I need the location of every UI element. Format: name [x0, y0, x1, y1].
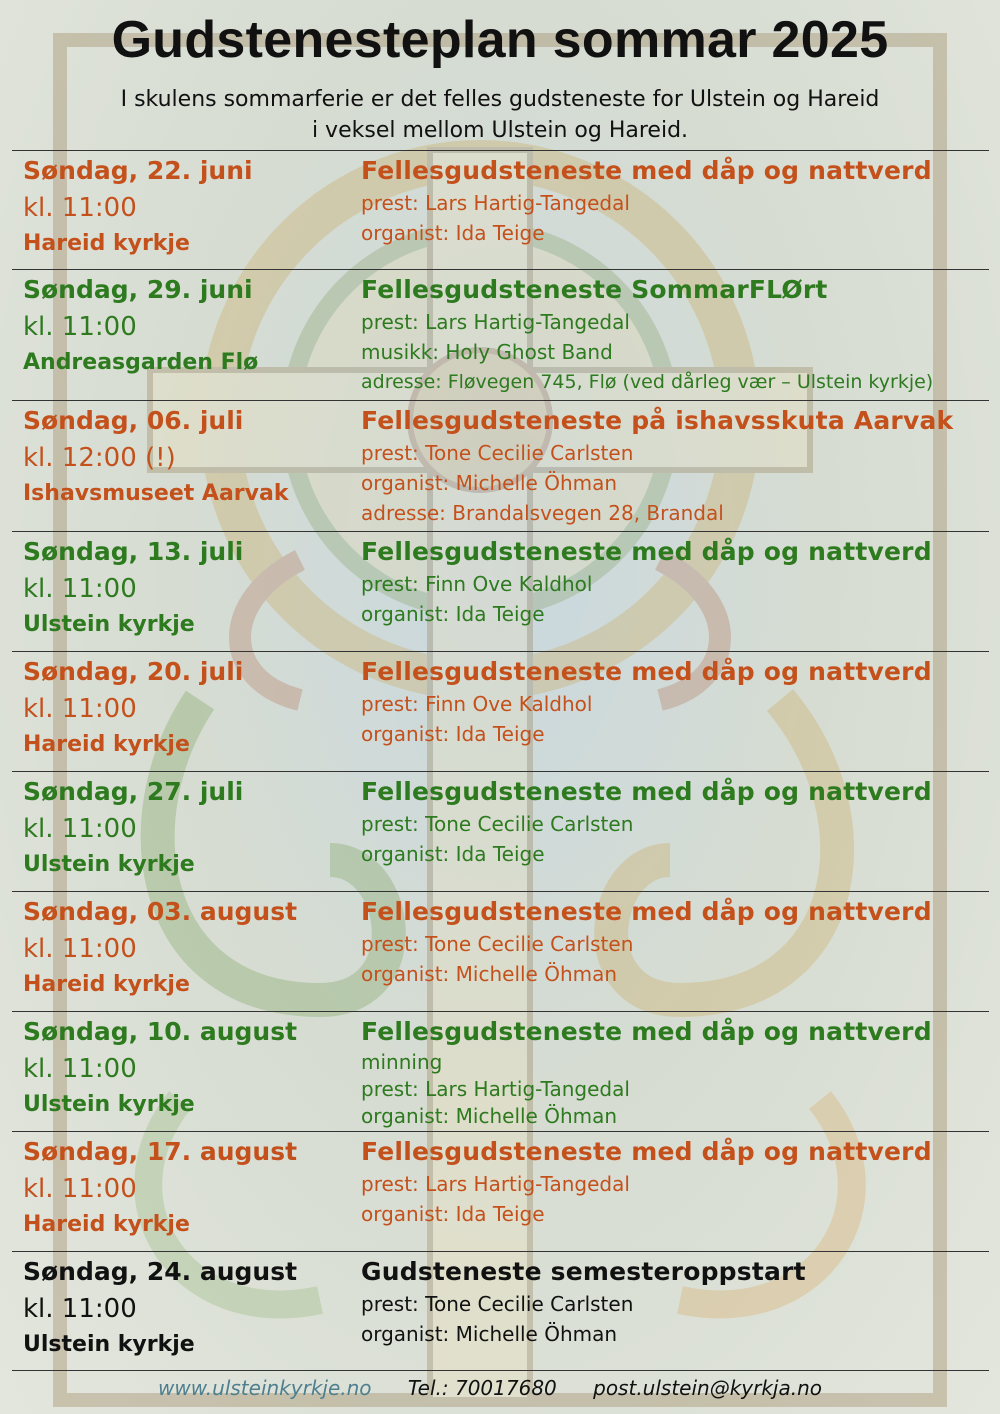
contact-footer [158, 1376, 958, 1400]
service-time: kl. 12:00 (!) [23, 443, 176, 473]
service-schedule [12, 150, 989, 1371]
service-row [12, 269, 989, 400]
service-when-where [23, 775, 353, 881]
service-place: Ulstein kyrkje [23, 852, 195, 877]
service-row [12, 1011, 989, 1131]
service-title: Fellesgudsteneste med dåp og nattverd [361, 156, 932, 185]
service-time: kl. 11:00 [23, 312, 137, 342]
service-detail: organist: Ida Teige [361, 722, 545, 746]
service-when-where [23, 273, 353, 379]
service-date: Søndag, 10. august [23, 1017, 298, 1046]
service-place: Hareid kyrkje [23, 231, 190, 256]
service-when-where [23, 1015, 353, 1121]
service-detail: prest: Lars Hartig-Tangedal [361, 191, 630, 215]
service-info [361, 1135, 986, 1229]
service-detail: organist: Ida Teige [361, 842, 545, 866]
service-time: kl. 11:00 [23, 1294, 137, 1324]
service-info [361, 1015, 986, 1130]
service-time: kl. 11:00 [23, 1054, 137, 1084]
service-detail: adresse: Brandalsvegen 28, Brandal [361, 501, 724, 525]
service-detail: organist: Ida Teige [361, 221, 545, 245]
service-row [12, 531, 989, 651]
website-link[interactable]: www.ulsteinkyrkje.no [158, 1376, 372, 1400]
service-when-where [23, 655, 353, 761]
service-place: Ulstein kyrkje [23, 1092, 195, 1117]
service-detail: prest: Lars Hartig-Tangedal [361, 310, 630, 334]
service-detail: organist: Ida Teige [361, 1202, 545, 1226]
service-when-where [23, 154, 353, 260]
service-info [361, 895, 986, 989]
service-time: kl. 11:00 [23, 1174, 137, 1204]
service-place: Ulstein kyrkje [23, 1332, 195, 1357]
service-place: Ulstein kyrkje [23, 612, 195, 637]
service-date: Søndag, 17. august [23, 1137, 298, 1166]
service-place: Hareid kyrkje [23, 732, 190, 757]
service-date: Søndag, 03. august [23, 897, 298, 926]
service-title: Fellesgudsteneste med dåp og nattverd [361, 537, 932, 566]
service-info [361, 273, 986, 397]
service-when-where [23, 1135, 353, 1241]
service-info [361, 535, 986, 629]
service-title: Fellesgudsteneste SommarFLØrt [361, 275, 828, 304]
intro-line-1: I skulens sommarferie er det felles gudsteneste for Ulstein og Hareid [120, 87, 880, 112]
service-time: kl. 11:00 [23, 574, 137, 604]
email-link[interactable]: post.ulstein@kyrkja.no [593, 1376, 823, 1400]
service-info [361, 1255, 986, 1349]
service-date: Søndag, 27. juli [23, 777, 244, 806]
service-detail: prest: Tone Cecilie Carlsten [361, 1292, 634, 1316]
service-place: Hareid kyrkje [23, 1212, 190, 1237]
service-row [12, 150, 989, 269]
service-detail: prest: Tone Cecilie Carlsten [361, 441, 634, 465]
service-place: Ishavsmuseet Aarvak [23, 481, 289, 506]
service-detail: organist: Michelle Öhman [361, 1104, 618, 1128]
service-detail: prest: Lars Hartig-Tangedal [361, 1077, 630, 1101]
service-detail: organist: Michelle Öhman [361, 962, 618, 986]
intro-line-2: i veksel mellom Ulstein og Hareid. [311, 118, 689, 143]
service-detail: organist: Michelle Öhman [361, 1322, 618, 1346]
service-time: kl. 11:00 [23, 934, 137, 964]
service-date: Søndag, 06. juli [23, 406, 244, 435]
service-detail: musikk: Holy Ghost Band [361, 340, 613, 364]
service-info [361, 404, 986, 528]
service-title: Fellesgudsteneste med dåp og nattverd [361, 1137, 932, 1166]
service-info [361, 154, 986, 248]
service-title: Fellesgudsteneste med dåp og nattverd [361, 1017, 932, 1046]
service-time: kl. 11:00 [23, 814, 137, 844]
service-when-where [23, 1255, 353, 1361]
intro-text [0, 84, 1000, 146]
service-detail: prest: Tone Cecilie Carlsten [361, 932, 634, 956]
service-time: kl. 11:00 [23, 694, 137, 724]
service-row [12, 771, 989, 891]
service-title: Fellesgudsteneste med dåp og nattverd [361, 897, 932, 926]
service-date: Søndag, 20. juli [23, 657, 244, 686]
service-detail: adresse: Fløvegen 745, Flø (ved dårleg vær – Ulstein kyrkje) [361, 371, 934, 393]
service-info [361, 775, 986, 869]
phone-number: Tel.: 70017680 [407, 1376, 557, 1400]
page-title: Gudstenesteplan sommar 2025 [111, 11, 889, 69]
service-date: Søndag, 22. juni [23, 156, 253, 185]
service-row [12, 891, 989, 1011]
service-date: Søndag, 24. august [23, 1257, 298, 1286]
service-detail: prest: Tone Cecilie Carlsten [361, 812, 634, 836]
service-detail: organist: Ida Teige [361, 602, 545, 626]
service-row [12, 400, 989, 531]
service-place: Hareid kyrkje [23, 972, 190, 997]
service-row [12, 651, 989, 771]
service-time: kl. 11:00 [23, 193, 137, 223]
service-row [12, 1131, 989, 1251]
service-title: Fellesgudsteneste med dåp og nattverd [361, 657, 932, 686]
service-when-where [23, 404, 353, 510]
service-title: Fellesgudsteneste med dåp og nattverd [361, 777, 932, 806]
service-detail: minning [361, 1050, 443, 1074]
service-detail: organist: Michelle Öhman [361, 471, 618, 495]
service-detail: prest: Finn Ove Kaldhol [361, 572, 593, 596]
service-when-where [23, 535, 353, 641]
service-when-where [23, 895, 353, 1001]
service-row [12, 1251, 989, 1371]
service-date: Søndag, 29. juni [23, 275, 253, 304]
service-detail: prest: Finn Ove Kaldhol [361, 692, 593, 716]
service-title: Fellesgudsteneste på ishavsskuta Aarvak [361, 406, 954, 435]
service-place: Andreasgarden Flø [23, 350, 259, 375]
service-detail: prest: Lars Hartig-Tangedal [361, 1172, 630, 1196]
service-info [361, 655, 986, 749]
service-title: Gudsteneste semesteroppstart [361, 1257, 806, 1286]
service-date: Søndag, 13. juli [23, 537, 244, 566]
